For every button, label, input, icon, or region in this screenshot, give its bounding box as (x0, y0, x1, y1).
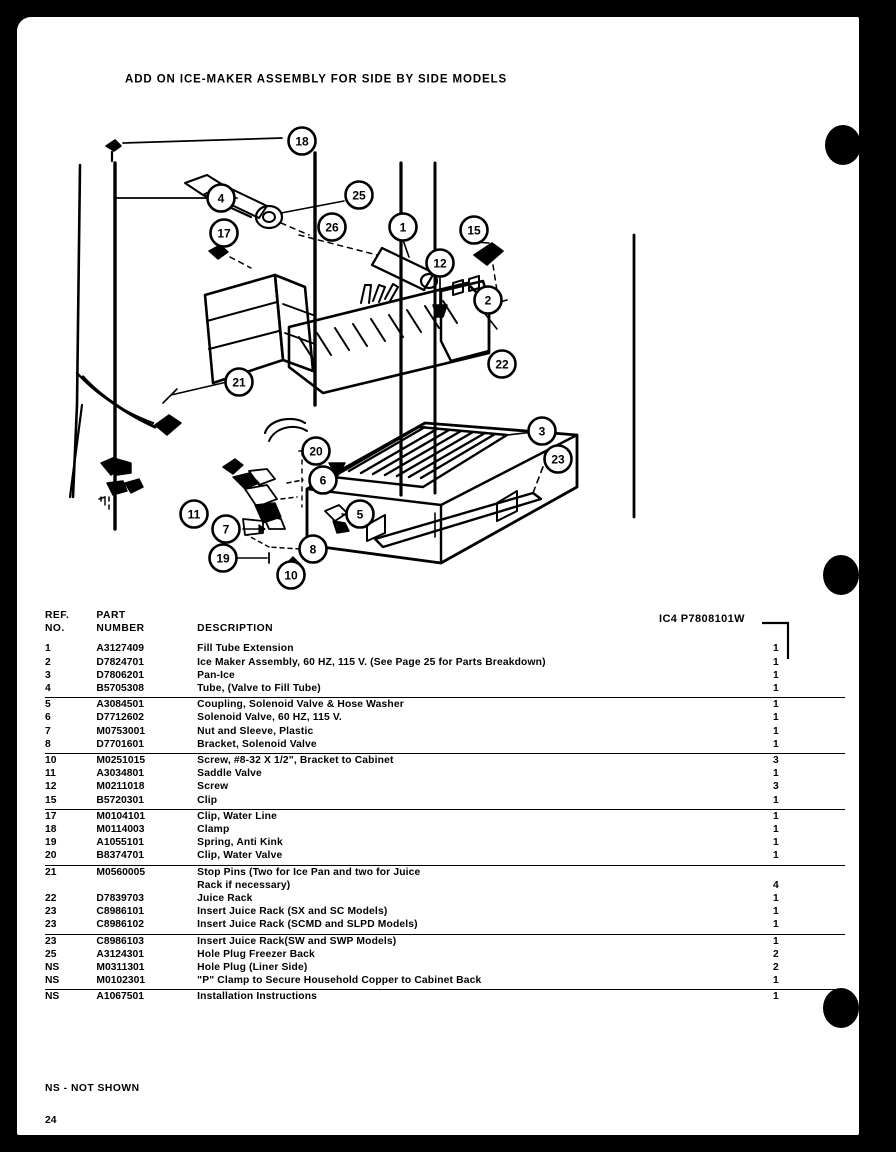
row-description: Bracket, Solenoid Valve (197, 738, 317, 750)
row-quantity: 1 (773, 810, 779, 822)
header-description-spacer (197, 609, 773, 622)
row-part-number: A3084501 (96, 699, 144, 711)
row-part-number: M0102301 (96, 975, 146, 987)
table-row (45, 738, 845, 751)
callout-bubble-15 (461, 217, 488, 244)
row-description: Installation Instructions (197, 991, 318, 1003)
binder-hole-bottom (823, 988, 859, 1028)
callout-label: 23 (551, 452, 565, 467)
callout-label: 8 (309, 542, 317, 557)
row-description: Pan-Ice (197, 669, 235, 681)
row-quantity: 1 (773, 768, 779, 780)
row-quantity: 1 (773, 975, 779, 987)
callout-label: 5 (356, 507, 364, 522)
row-quantity: 1 (773, 850, 779, 862)
callout-label: 3 (538, 424, 546, 439)
table-row (45, 780, 845, 793)
row-quantity: 3 (773, 781, 779, 793)
parts-table-body (45, 642, 845, 1003)
callout-bubble-17 (211, 220, 238, 247)
row-description: Clip, Water Valve (197, 850, 283, 862)
table-row (45, 990, 845, 1004)
row-quantity: 1 (773, 935, 779, 947)
callout-bubble-22 (489, 351, 516, 378)
row-part-number: D7824701 (96, 656, 144, 668)
row-part-number: M0311301 (96, 962, 145, 974)
row-quantity: 1 (773, 669, 779, 681)
row-quantity: 1 (773, 837, 779, 849)
callout-label: 4 (217, 191, 225, 206)
row-ref: 8 (45, 738, 51, 750)
row-part-number: C8986101 (96, 906, 144, 918)
row-ref: 23 (45, 919, 57, 931)
row-part-number: M0560005 (96, 866, 146, 878)
header-part-line2: NUMBER (96, 623, 145, 635)
callout-bubble-1 (390, 214, 417, 241)
callout-bubble-19 (210, 545, 237, 572)
row-part-number: D7839703 (96, 893, 144, 905)
table-header-row-1 (45, 609, 845, 622)
row-quantity: 1 (773, 893, 779, 905)
parts-table (45, 609, 845, 1004)
row-description: Stop Pins (Two for Ice Pan and two for Juice (197, 866, 421, 878)
row-ref: 20 (45, 850, 57, 862)
row-part-number: M0211018 (96, 781, 145, 793)
row-description: Ice Maker Assembly, 60 HZ, 115 V. (See Page 25 for Parts Breakdown) (197, 656, 546, 668)
callout-label: 7 (222, 522, 230, 537)
table-row (45, 767, 845, 780)
row-ref: 2 (45, 656, 51, 668)
row-part-number: M0114003 (96, 824, 145, 836)
row-ref: 21 (45, 866, 57, 878)
callout-bubble-26 (319, 214, 346, 241)
row-part-number: A1067501 (96, 991, 144, 1003)
row-quantity: 1 (773, 794, 779, 806)
header-ref-line1: REF. (45, 610, 70, 621)
row-description: Juice Rack (197, 893, 253, 905)
table-row (45, 809, 845, 823)
callout-label: 2 (484, 293, 492, 308)
callout-label: 25 (352, 188, 366, 203)
row-description: Spring, Anti Kink (197, 837, 283, 849)
callout-label: 18 (295, 134, 309, 149)
row-quantity (773, 865, 845, 879)
table-row (45, 823, 845, 836)
callout-label: 1 (399, 220, 407, 235)
row-description: Rack if necessary) (197, 879, 291, 891)
row-ref: 22 (45, 893, 57, 905)
row-quantity: 1 (773, 919, 779, 931)
table-row (45, 698, 845, 712)
table-row (45, 642, 845, 655)
row-description: "P" Clamp to Secure Household Copper to Cabinet Back (197, 975, 482, 987)
row-ref: 6 (45, 712, 51, 724)
row-ref: 1 (45, 643, 51, 655)
table-row (45, 918, 845, 931)
binder-hole-top (825, 125, 861, 165)
row-quantity: 2 (773, 948, 779, 960)
row-part-number: A1055101 (96, 837, 144, 849)
callout-bubble-6 (310, 467, 337, 494)
callout-bubble-4 (208, 185, 235, 212)
callout-label: 11 (187, 507, 201, 522)
callout-bubble-3 (529, 418, 556, 445)
diagram-svg (37, 105, 837, 595)
row-quantity: 1 (773, 699, 779, 711)
row-description: Screw, #8-32 X 1/2", Bracket to Cabinet (197, 755, 394, 767)
row-description: Screw (197, 781, 229, 793)
exploded-parts-diagram (37, 105, 837, 595)
callout-label: 26 (325, 220, 339, 235)
row-ref: 11 (45, 768, 56, 780)
page-title: ADD ON ICE-MAKER ASSEMBLY FOR SIDE BY SIDE MODELS (125, 73, 508, 86)
row-ref: 25 (45, 948, 57, 960)
callout-bubble-5 (347, 501, 374, 528)
row-ref (45, 879, 96, 892)
row-description: Insert Juice Rack (SX and SC Models) (197, 906, 388, 918)
row-quantity: 2 (773, 962, 779, 974)
row-ref: 23 (45, 935, 57, 947)
row-part-number: B8374701 (96, 850, 144, 862)
row-part-number (96, 879, 197, 892)
table-row (45, 974, 845, 987)
row-description: Clip (197, 794, 218, 806)
row-part-number: A3034801 (96, 768, 144, 780)
parts-table-container (45, 609, 845, 1004)
row-ref: 18 (45, 824, 57, 836)
row-part-number: B5705308 (96, 683, 144, 695)
parts-table-head (45, 609, 845, 642)
row-ref: 5 (45, 699, 51, 711)
table-row (45, 961, 845, 974)
paper-surface (17, 17, 859, 1135)
row-part-number: A3127409 (96, 643, 144, 655)
callout-bubble-23 (545, 446, 572, 473)
header-quantity-spacer (773, 609, 845, 622)
row-part-number: C8986102 (96, 919, 144, 931)
callout-bubble-2 (475, 287, 502, 314)
row-ref: 23 (45, 906, 57, 918)
table-row (45, 754, 845, 768)
callout-label: 19 (216, 551, 230, 566)
not-shown-legend: NS - NOT SHOWN (45, 1083, 140, 1094)
callout-bubble-11 (181, 501, 208, 528)
row-description: Saddle Valve (197, 768, 262, 780)
callout-bubble-25 (346, 182, 373, 209)
row-quantity: 1 (773, 683, 779, 695)
table-row (45, 948, 845, 961)
callout-label: 21 (232, 375, 246, 390)
row-ref: NS (45, 962, 60, 974)
callout-bubble-12 (427, 250, 454, 277)
table-row (45, 656, 845, 669)
row-part-number: A3124301 (96, 948, 144, 960)
row-ref: 10 (45, 755, 57, 767)
callout-label: 22 (495, 357, 509, 372)
row-ref: 12 (45, 781, 57, 793)
row-quantity: 4 (773, 879, 779, 891)
row-ref: 3 (45, 669, 51, 681)
table-row (45, 711, 845, 724)
header-ref-line2: NO. (45, 623, 65, 635)
row-description: Fill Tube Extension (197, 643, 294, 655)
header-description: DESCRIPTION (197, 623, 274, 635)
row-part-number: M0753001 (96, 725, 146, 737)
table-row (45, 725, 845, 738)
table-row (45, 905, 845, 918)
row-quantity: 1 (773, 643, 779, 655)
row-description: Nut and Sleeve, Plastic (197, 725, 314, 737)
table-header-row-2 (45, 622, 845, 635)
row-part-number: D7701601 (96, 738, 144, 750)
row-part-number: M0251015 (96, 755, 146, 767)
row-part-number: D7712602 (96, 712, 144, 724)
header-part-line1: PART (96, 610, 126, 621)
table-row (45, 682, 845, 695)
table-row (45, 934, 845, 948)
row-quantity: 1 (773, 656, 779, 668)
row-quantity: 1 (773, 991, 779, 1003)
row-description: Clip, Water Line (197, 810, 277, 822)
row-ref: 15 (45, 794, 57, 806)
callout-bubble-20 (303, 438, 330, 465)
scan-right-edge (859, 0, 896, 1152)
row-part-number: C8986103 (96, 935, 144, 947)
row-ref: 17 (45, 810, 57, 822)
binder-hole-middle (823, 555, 859, 595)
row-quantity: 1 (773, 824, 779, 836)
row-description: Clamp (197, 824, 230, 836)
row-quantity: 1 (773, 738, 779, 750)
callout-bubble-21 (226, 369, 253, 396)
row-quantity: 1 (773, 906, 779, 918)
row-description: Solenoid Valve, 60 HZ, 115 V. (197, 712, 342, 724)
table-row (45, 849, 845, 862)
row-description: Tube, (Valve to Fill Tube) (197, 683, 321, 695)
row-part-number: M0104101 (96, 810, 146, 822)
row-description: Insert Juice Rack(SW and SWP Models) (197, 935, 397, 947)
header-quantity (773, 622, 845, 635)
catalog-code: IC4 P7808101W (659, 613, 745, 625)
row-ref: 19 (45, 837, 57, 849)
row-description: Insert Juice Rack (SCMD and SLPD Models) (197, 919, 418, 931)
callout-bubble-7 (213, 516, 240, 543)
row-description: Hole Plug Freezer Back (197, 948, 315, 960)
callout-label: 15 (467, 223, 481, 238)
callout-label: 20 (309, 444, 323, 459)
row-quantity: 3 (773, 755, 779, 767)
table-row (45, 865, 845, 879)
table-row (45, 794, 845, 807)
table-row (45, 892, 845, 905)
callout-bubble-8 (300, 536, 327, 563)
table-row (45, 879, 845, 892)
row-part-number: D7806201 (96, 669, 144, 681)
row-ref: NS (45, 991, 60, 1003)
callout-label: 6 (319, 473, 327, 488)
row-part-number: B5720301 (96, 794, 144, 806)
row-quantity: 1 (773, 725, 779, 737)
row-description: Hole Plug (Liner Side) (197, 962, 308, 974)
table-row (45, 836, 845, 849)
page-number: 24 (45, 1115, 57, 1126)
callout-label: 12 (433, 256, 447, 271)
row-ref: NS (45, 975, 60, 987)
callout-label: 10 (284, 568, 298, 583)
row-quantity: 1 (773, 712, 779, 724)
table-row (45, 669, 845, 682)
callout-bubble-18 (289, 128, 316, 155)
row-description: Coupling, Solenoid Valve & Hose Washer (197, 699, 404, 711)
callout-label: 17 (217, 226, 231, 241)
row-ref: 4 (45, 683, 51, 695)
row-ref: 7 (45, 725, 51, 737)
header-spacer (45, 635, 845, 642)
callout-bubble-10 (278, 562, 305, 589)
